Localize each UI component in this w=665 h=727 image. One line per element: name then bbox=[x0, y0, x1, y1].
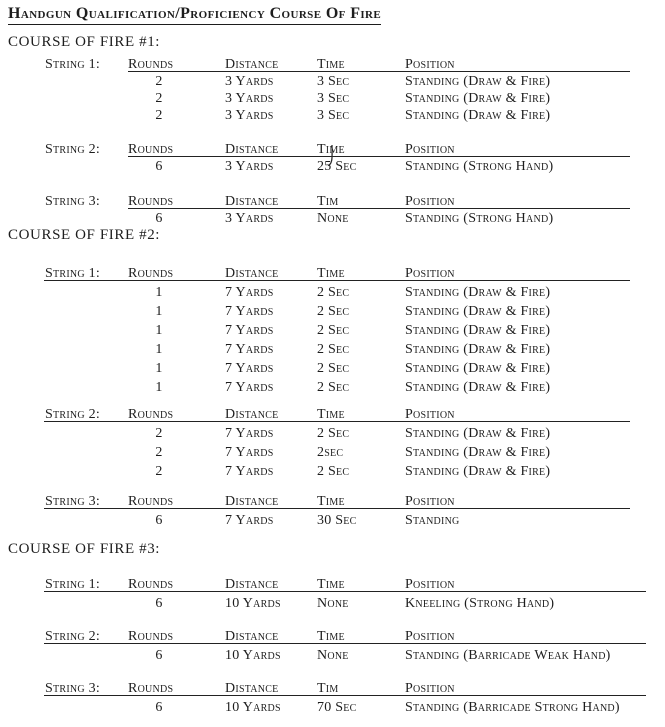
column-header-rounds: Rounds bbox=[128, 681, 174, 696]
cell-position: Standing (Draw & Fire) bbox=[405, 380, 551, 395]
cell-position: Standing (Strong Hand) bbox=[405, 159, 554, 174]
header-underline bbox=[44, 591, 646, 592]
string-label: String 1: bbox=[45, 57, 100, 72]
column-header-rounds: Rounds bbox=[128, 194, 174, 209]
cell-distance: 3 Yards bbox=[225, 159, 274, 174]
column-header-distance: Distance bbox=[225, 142, 279, 157]
cell-rounds: 1 bbox=[155, 342, 163, 357]
cell-distance: 3 Yards bbox=[225, 74, 274, 89]
string-label: String 1: bbox=[45, 266, 100, 281]
column-header-position: Position bbox=[405, 407, 455, 422]
string-header-row bbox=[0, 629, 665, 647]
string-label: String 2: bbox=[45, 629, 100, 644]
column-header-time: Time bbox=[317, 407, 345, 422]
string-header-row bbox=[0, 266, 665, 284]
cell-time: 30 Sec bbox=[317, 513, 357, 528]
cell-distance: 10 Yards bbox=[225, 648, 281, 663]
cell-distance: 7 Yards bbox=[225, 513, 274, 528]
cell-position: Standing (Draw & Fire) bbox=[405, 91, 551, 106]
column-header-distance: Distance bbox=[225, 194, 279, 209]
table-row bbox=[0, 426, 665, 444]
cell-position: Standing (Barricade Weak Hand) bbox=[405, 648, 611, 663]
cell-time: None bbox=[317, 596, 349, 611]
cell-distance: 10 Yards bbox=[225, 596, 281, 611]
cell-distance: 7 Yards bbox=[225, 380, 274, 395]
column-header-position: Position bbox=[405, 142, 455, 157]
cell-distance: 7 Yards bbox=[225, 342, 274, 357]
column-header-time: Time bbox=[317, 266, 345, 281]
header-underline bbox=[44, 643, 646, 644]
column-header-rounds: Rounds bbox=[128, 57, 174, 72]
header-underline bbox=[128, 71, 630, 72]
header-underline bbox=[44, 695, 646, 696]
table-row bbox=[0, 304, 665, 322]
column-header-rounds: Rounds bbox=[128, 407, 174, 422]
header-underline bbox=[128, 156, 630, 157]
string-label: String 3: bbox=[45, 681, 100, 696]
column-header-position: Position bbox=[405, 629, 455, 644]
cell-time: 2 Sec bbox=[317, 361, 350, 376]
string-header-row bbox=[0, 577, 665, 595]
column-header-position: Position bbox=[405, 494, 455, 509]
cell-time: 2 Sec bbox=[317, 285, 350, 300]
table-row bbox=[0, 445, 665, 463]
column-header-time: Time bbox=[317, 629, 345, 644]
cell-rounds: 6 bbox=[155, 700, 163, 715]
cell-rounds: 1 bbox=[155, 361, 163, 376]
string-header-row bbox=[0, 194, 665, 212]
cell-distance: 7 Yards bbox=[225, 426, 274, 441]
cell-rounds: 1 bbox=[155, 323, 163, 338]
cell-rounds: 2 bbox=[155, 464, 163, 479]
cell-time: 2 Sec bbox=[317, 426, 350, 441]
cell-position: Standing bbox=[405, 513, 460, 528]
column-header-time: Time bbox=[317, 577, 345, 592]
header-underline bbox=[128, 208, 630, 209]
cell-time: 3 Sec bbox=[317, 108, 350, 123]
column-header-time: Time bbox=[317, 494, 345, 509]
cell-distance: 3 Yards bbox=[225, 91, 274, 106]
cell-distance: 10 Yards bbox=[225, 700, 281, 715]
cell-position: Standing (Strong Hand) bbox=[405, 211, 554, 226]
cell-position: Standing (Draw & Fire) bbox=[405, 108, 551, 123]
document-title: Handgun Qualification/Proficiency Course Of Fire bbox=[8, 6, 381, 25]
table-row bbox=[0, 361, 665, 379]
string-label: String 2: bbox=[45, 407, 100, 422]
cell-rounds: 2 bbox=[155, 426, 163, 441]
cell-rounds: 1 bbox=[155, 304, 163, 319]
cell-distance: 3 Yards bbox=[225, 211, 274, 226]
table-row bbox=[0, 159, 665, 177]
column-header-distance: Distance bbox=[225, 266, 279, 281]
cell-distance: 3 Yards bbox=[225, 108, 274, 123]
cell-rounds: 1 bbox=[155, 285, 163, 300]
string-header-row bbox=[0, 407, 665, 425]
cell-position: Standing (Draw & Fire) bbox=[405, 426, 551, 441]
cell-position: Standing (Draw & Fire) bbox=[405, 74, 551, 89]
cell-time: 2 Sec bbox=[317, 380, 350, 395]
cell-time: None bbox=[317, 648, 349, 663]
column-header-rounds: Rounds bbox=[128, 577, 174, 592]
column-header-distance: Distance bbox=[225, 57, 279, 72]
cell-position: Standing (Draw & Fire) bbox=[405, 342, 551, 357]
table-row bbox=[0, 342, 665, 360]
column-header-time: Time bbox=[317, 142, 345, 157]
column-header-distance: Distance bbox=[225, 681, 279, 696]
cell-position: Standing (Draw & Fire) bbox=[405, 361, 551, 376]
cell-time: 70 Sec bbox=[317, 700, 357, 715]
cell-rounds: 6 bbox=[155, 648, 163, 663]
table-row bbox=[0, 596, 665, 614]
string-header-row bbox=[0, 681, 665, 699]
table-row bbox=[0, 91, 665, 109]
table-row bbox=[0, 380, 665, 398]
header-underline bbox=[44, 280, 630, 281]
cell-rounds: 2 bbox=[155, 445, 163, 460]
cell-distance: 7 Yards bbox=[225, 464, 274, 479]
cell-rounds: 6 bbox=[155, 596, 163, 611]
table-row bbox=[0, 323, 665, 341]
column-header-time: Tim bbox=[317, 681, 339, 696]
cell-time: 2 Sec bbox=[317, 304, 350, 319]
column-header-distance: Distance bbox=[225, 577, 279, 592]
cell-time: 3 Sec bbox=[317, 91, 350, 106]
column-header-distance: Distance bbox=[225, 494, 279, 509]
cell-time: None bbox=[317, 211, 349, 226]
cell-position: Standing (Draw & Fire) bbox=[405, 323, 551, 338]
cell-distance: 7 Yards bbox=[225, 285, 274, 300]
table-row bbox=[0, 513, 665, 531]
string-header-row bbox=[0, 494, 665, 512]
column-header-rounds: Rounds bbox=[128, 494, 174, 509]
table-row bbox=[0, 464, 665, 482]
column-header-time: Time bbox=[317, 57, 345, 72]
course-2-heading: COURSE OF FIRE #2: bbox=[8, 227, 161, 243]
string-header-row bbox=[0, 57, 665, 75]
column-header-position: Position bbox=[405, 681, 455, 696]
cell-position: Kneeling (Strong Hand) bbox=[405, 596, 555, 611]
cell-distance: 7 Yards bbox=[225, 304, 274, 319]
string-label: String 3: bbox=[45, 494, 100, 509]
cell-time: 2 Sec bbox=[317, 323, 350, 338]
column-header-position: Position bbox=[405, 266, 455, 281]
cell-position: Standing (Draw & Fire) bbox=[405, 445, 551, 460]
string-label: String 2: bbox=[45, 142, 100, 157]
cell-position: Standing (Draw & Fire) bbox=[405, 285, 551, 300]
column-header-time: Tim bbox=[317, 194, 339, 209]
header-underline bbox=[44, 421, 630, 422]
cell-rounds: 2 bbox=[155, 91, 163, 106]
cell-rounds: 6 bbox=[155, 513, 163, 528]
column-header-rounds: Rounds bbox=[128, 629, 174, 644]
course-1-heading: COURSE OF FIRE #1: bbox=[8, 34, 161, 50]
header-underline bbox=[44, 508, 630, 509]
cell-distance: 7 Yards bbox=[225, 361, 274, 376]
column-header-distance: Distance bbox=[225, 407, 279, 422]
column-header-position: Position bbox=[405, 57, 455, 72]
cell-distance: 7 Yards bbox=[225, 323, 274, 338]
column-header-position: Position bbox=[405, 577, 455, 592]
column-header-position: Position bbox=[405, 194, 455, 209]
cell-rounds: 2 bbox=[155, 108, 163, 123]
cell-rounds: 6 bbox=[155, 159, 163, 174]
cell-position: Standing (Barricade Strong Hand) bbox=[405, 700, 620, 715]
cell-position: Standing (Draw & Fire) bbox=[405, 464, 551, 479]
string-label: String 1: bbox=[45, 577, 100, 592]
cell-time: 25 Sec bbox=[317, 159, 357, 174]
table-row bbox=[0, 74, 665, 92]
course-3-heading: COURSE OF FIRE #3: bbox=[8, 541, 161, 557]
cell-rounds: 2 bbox=[155, 74, 163, 89]
cell-rounds: 1 bbox=[155, 380, 163, 395]
column-header-distance: Distance bbox=[225, 629, 279, 644]
cell-time: 2 Sec bbox=[317, 464, 350, 479]
table-row bbox=[0, 108, 665, 126]
table-row bbox=[0, 700, 665, 718]
table-row bbox=[0, 648, 665, 666]
cell-rounds: 6 bbox=[155, 211, 163, 226]
cell-time: 2 Sec bbox=[317, 342, 350, 357]
cell-position: Standing (Draw & Fire) bbox=[405, 304, 551, 319]
cell-time: 2sec bbox=[317, 445, 344, 460]
string-label: String 3: bbox=[45, 194, 100, 209]
cell-time: 3 Sec bbox=[317, 74, 350, 89]
table-row bbox=[0, 285, 665, 303]
column-header-rounds: Rounds bbox=[128, 266, 174, 281]
cell-distance: 7 Yards bbox=[225, 445, 274, 460]
string-header-row bbox=[0, 142, 665, 160]
column-header-rounds: Rounds bbox=[128, 142, 174, 157]
